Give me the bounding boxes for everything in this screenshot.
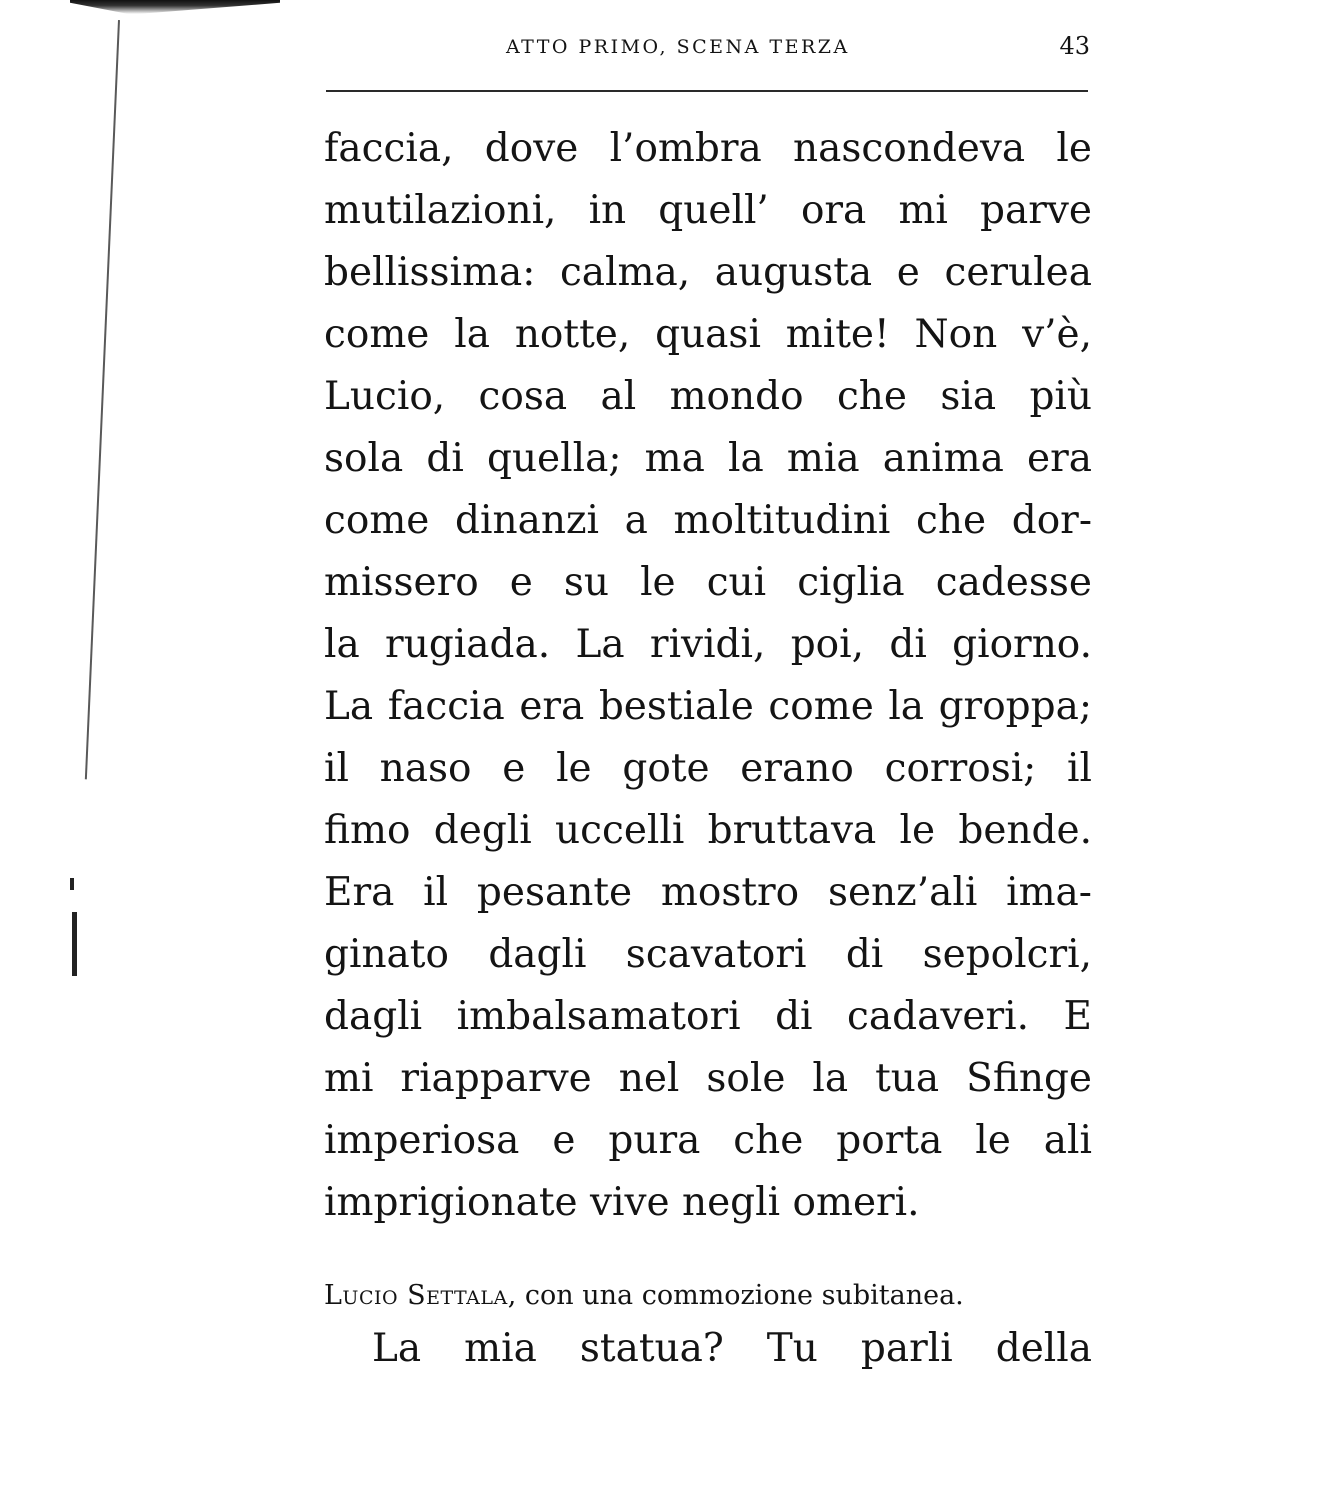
body-text: [324, 118, 1092, 1234]
text-line: Era il pesante mostro senz’ali ima-: [324, 870, 1092, 915]
speaker-name: Lucio Settala: [324, 1280, 508, 1311]
direction-text: , con una commozione subitanea.: [507, 1280, 964, 1311]
running-title: ATTO PRIMO, SCENA TERZA: [506, 36, 850, 58]
page-edge-smudge: [70, 0, 280, 14]
running-header: [326, 32, 1090, 64]
text-line: come dinanzi a moltitudini che dor-: [324, 498, 1092, 543]
page-number: 43: [1059, 32, 1090, 60]
text-line: mutilazioni, in quell’ ora mi parve: [324, 188, 1092, 233]
binding-margin-mark: [72, 912, 77, 976]
binding-margin-mark: [70, 878, 74, 890]
binding-margin-line: [85, 20, 120, 779]
text-line: missero e su le cui ciglia cadesse: [324, 560, 1092, 605]
text-line: dagli imbalsamatori di cadaveri. E: [324, 994, 1092, 1039]
text-line: sola di quella; ma la mia anima era: [324, 436, 1092, 481]
text-line: bellissima: calma, augusta e cerulea: [324, 250, 1092, 295]
text-line: la rugiada. La rividi, poi, di giorno.: [324, 622, 1092, 667]
text-line: mi riapparve nel sole la tua Sfinge: [324, 1056, 1092, 1101]
stage-direction: [324, 1280, 1092, 1311]
text-line: La faccia era bestiale come la groppa;: [324, 684, 1092, 729]
text-line: faccia, dove l’ombra nascondeva le: [324, 126, 1092, 171]
text-line: imprigionate vive negli omeri.: [324, 1180, 920, 1225]
header-rule: [326, 90, 1088, 92]
text-line: come la notte, quasi mite! Non v’è,: [324, 312, 1092, 357]
text-line: Lucio, cosa al mondo che sia più: [324, 374, 1092, 419]
speech-line: La mia statua? Tu parli della: [372, 1326, 1092, 1371]
text-line: fimo degli uccelli bruttava le bende.: [324, 808, 1092, 853]
text-line: imperiosa e pura che porta le ali: [324, 1118, 1092, 1163]
text-line: il naso e le gote erano corrosi; il: [324, 746, 1092, 791]
text-line: ginato dagli scavatori di sepolcri,: [324, 932, 1092, 977]
